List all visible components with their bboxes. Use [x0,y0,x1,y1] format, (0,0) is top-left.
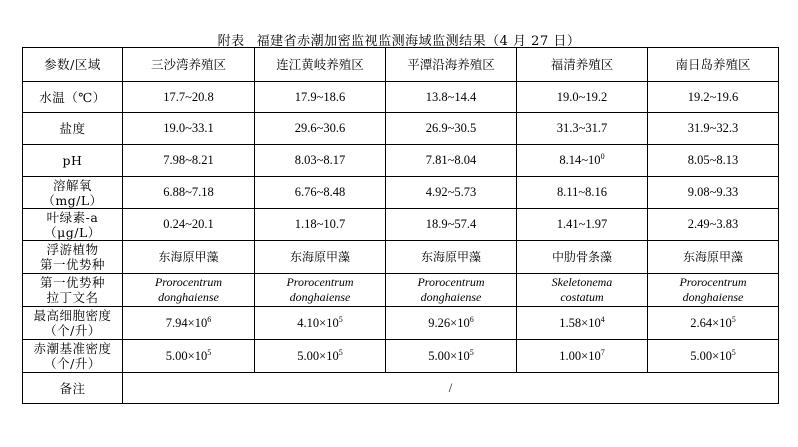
table-row [23,113,779,145]
table-cell: 26.9~30.5 [386,113,517,145]
table-cell: 东海原甲藻 [255,241,386,274]
table-cell: 29.6~30.6 [255,113,386,145]
header-region: 福清养殖区 [517,48,648,82]
table-cell: 东海原甲藻 [386,241,517,274]
table-cell: $8.14\sim 10^0$ [517,145,648,177]
table-cell: $9.26\times 10^6$ [386,307,517,340]
table-cell: 31.3~31.7 [517,113,648,145]
table-row [23,82,779,113]
table-cell: 中肋骨条藻 [517,241,648,274]
row-label: 浮游植物 第一优势种 [23,241,123,274]
table-cell: 17.9~18.6 [255,82,386,113]
table-cell: $1.00\times 10^7$ [517,340,648,373]
header-region: 平潭沿海养殖区 [386,48,517,82]
table-cell: 31.9~32.3 [648,113,779,145]
table-cell: $4.10\times 10^5$ [255,307,386,340]
table-cell: $1.58\times 10^4$ [517,307,648,340]
table-row [23,241,779,274]
table-cell: 2.49~3.83 [648,209,779,241]
table-cell: 东海原甲藻 [123,241,255,274]
table-cell: 19.2~19.6 [648,82,779,113]
table-cell: 18.9~57.4 [386,209,517,241]
table-cell: 4.92~5.73 [386,177,517,209]
row-label: 溶解氧 （mg/L） [23,177,123,209]
table-row [23,340,779,373]
header-region: 连江黄岐养殖区 [255,48,386,82]
row-label: 最高细胞密度 （个/升） [23,307,123,340]
row-label: pH [23,145,123,177]
table-row [23,145,779,177]
table-cell: Prorocentrum donghaiense [648,274,779,307]
table-cell: $5.00\times 10^5$ [255,340,386,373]
table-cell: 17.7~20.8 [123,82,255,113]
table-cell: 8.03~8.17 [255,145,386,177]
row-label: 赤潮基准密度 （个/升） [23,340,123,373]
table-cell: 9.08~9.33 [648,177,779,209]
row-label: 水温（℃） [23,82,123,113]
caption-prefix: 附表 [217,34,245,49]
row-label: 盐度 [23,113,123,145]
row-label: 第一优势种 拉丁文名 [23,274,123,307]
table-cell: 1.41~1.97 [517,209,648,241]
table-cell: 19.0~33.1 [123,113,255,145]
row-label: 叶绿素-a （μg/L） [23,209,123,241]
header-row [23,48,779,82]
table-cell: 8.05~8.13 [648,145,779,177]
table-cell: $5.00\times 10^5$ [386,340,517,373]
monitoring-results-table [22,47,779,404]
notes-cell: / [123,373,779,404]
table-cell: 东海原甲藻 [648,241,779,274]
table-cell: 19.0~19.2 [517,82,648,113]
table-cell: Prorocentrum donghaiense [255,274,386,307]
row-label: 备注 [23,373,123,404]
caption-title: 福建省赤潮加密监视监测海域监测结果（4 月 27 日） [256,34,581,49]
table-row [23,177,779,209]
table-cell: 0.24~20.1 [123,209,255,241]
table-cell: Prorocentrum donghaiense [123,274,255,307]
table-cell: 6.76~8.48 [255,177,386,209]
table-cell: 1.18~10.7 [255,209,386,241]
table-cell: Prorocentrum donghaiense [386,274,517,307]
table-row [23,307,779,340]
table-cell: $7.94\times 10^6$ [123,307,255,340]
header-region: 南日岛养殖区 [648,48,779,82]
table-row [23,209,779,241]
header-param: 参数/区域 [23,48,123,82]
table-row [23,274,779,307]
table-cell: 6.88~7.18 [123,177,255,209]
table-cell: $5.00\times 10^5$ [648,340,779,373]
table-cell: Skeletonema costatum [517,274,648,307]
header-region: 三沙湾养殖区 [123,48,255,82]
table-cell: 8.11~8.16 [517,177,648,209]
table-cell: 7.81~8.04 [386,145,517,177]
table-cell: $2.64\times 10^5$ [648,307,779,340]
table-row [23,373,779,404]
table-cell: 7.98~8.21 [123,145,255,177]
table-cell: 13.8~14.4 [386,82,517,113]
table-cell: $5.00\times 10^5$ [123,340,255,373]
